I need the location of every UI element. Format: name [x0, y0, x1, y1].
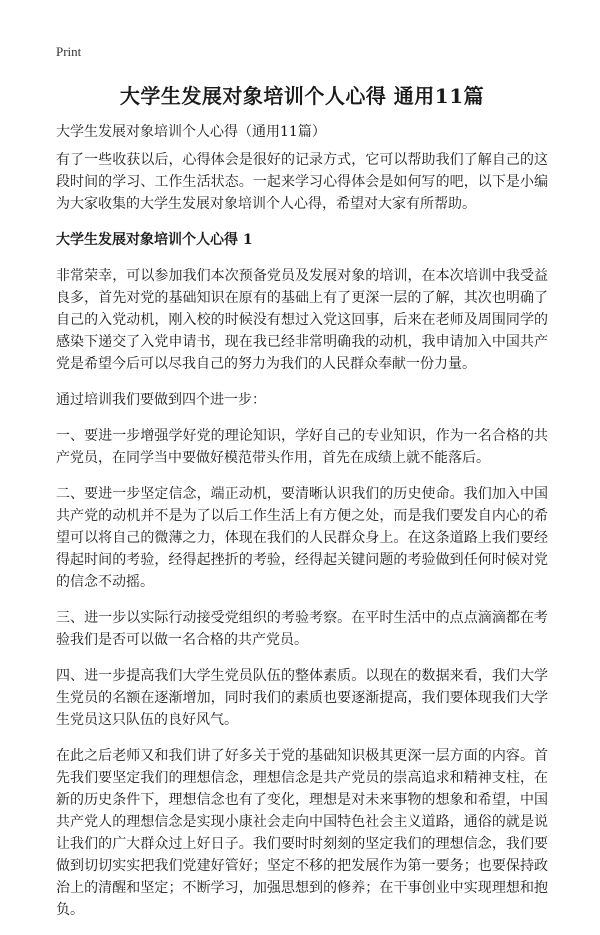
article-body — [56, 149, 548, 935]
page-subtitle: 大学生发展对象培训个人心得（通用11篇） — [56, 124, 326, 140]
paragraph-1: 非常荣幸，可以参加我们本次预备党员及发展对象的培训，在本次培训中我受益良多，首先对党的基础知识在原有的基础上有了更深一层的了解，其次也明确了自己的入党动机，刚入校的时候没有想过入党这回事，后来在老师及周围同学的感染下递交了入党申请书，现在我已经非常明确我的动机，我申请加入中国共产党是希望今后可以尽我自己的努力为我们的人民群众奉献一份力量。 — [56, 268, 548, 372]
paragraph-4: 二、要进一步坚定信念，端正动机，要清晰认识我们的历史使命。我们加入中国共产党的动机并不是为了以后工作生活上有方便之处，而是我们要发自内心的希望可以将自己的微薄之力，体现在我们的人民群众身上。在这条道路上我们要经得起时间的考验，经得起挫折的考验，经得起关键问题的考验做到任何时候对党的信念不动摇。 — [56, 486, 548, 590]
paragraph-7: 在此之后老师又和我们讲了好多关于党的基础知识极其更深一层方面的内容。首先我们要坚定我们的理想信念，理想信念是共产党员的崇高追求和精神支柱，在新的历史条件下，理想信念也有了变化，理想是对未来事物的想象和希望，中国共产党人的理想信念是实现小康社会走向中国特色社会主义道路，通俗的就是说让我们的广大群众过上好日子。我们要时时刻刻的坚定我们的理想信念，我们要做到切切实实把我们党建好管好；坚定不移的把发展作为第一要务；也要保持政治上的清醒和坚定；不断学习，加强思想到的修养；在干事创业中实现理想和抱负。 — [56, 748, 548, 918]
paragraph-6: 四、进一步提高我们大学生党员队伍的整体素质。以现在的数据来看，我们大学生党员的名额在逐渐增加，同时我们的素质也要逐渐提高，我们要体现我们大学生党员这只队伍的良好风气。 — [56, 668, 548, 728]
page-title: 大学生发展对象培训个人心得 通用11篇 — [119, 84, 485, 108]
paragraph-2: 通过培训我们要做到四个进一步： — [56, 392, 266, 408]
print-link[interactable]: Print — [56, 44, 82, 59]
paragraph-3: 一、要进一步增强学好党的理论知识，学好自己的专业知识，作为一名合格的共产党员，在同学当中要做好模范带头作用，首先在成绩上就不能落后。 — [56, 428, 548, 466]
paragraph-5: 三、进一步以实际行动接受党组织的考验考察。在平时生活中的点点滴滴都在考验我们是否可以做一名合格的共产党员。 — [56, 610, 548, 648]
section-heading: 大学生发展对象培训个人心得 1 — [56, 232, 253, 248]
intro-paragraph: 有了一些收获以后，心得体会是很好的记录方式，它可以帮助我们了解自己的这段时间的学习、工作生活状态。一起来学习心得体会是如何写的吧，以下是小编为大家收集的大学生发展对象培训个人心得，希望对大家有所帮助。 — [56, 152, 548, 212]
